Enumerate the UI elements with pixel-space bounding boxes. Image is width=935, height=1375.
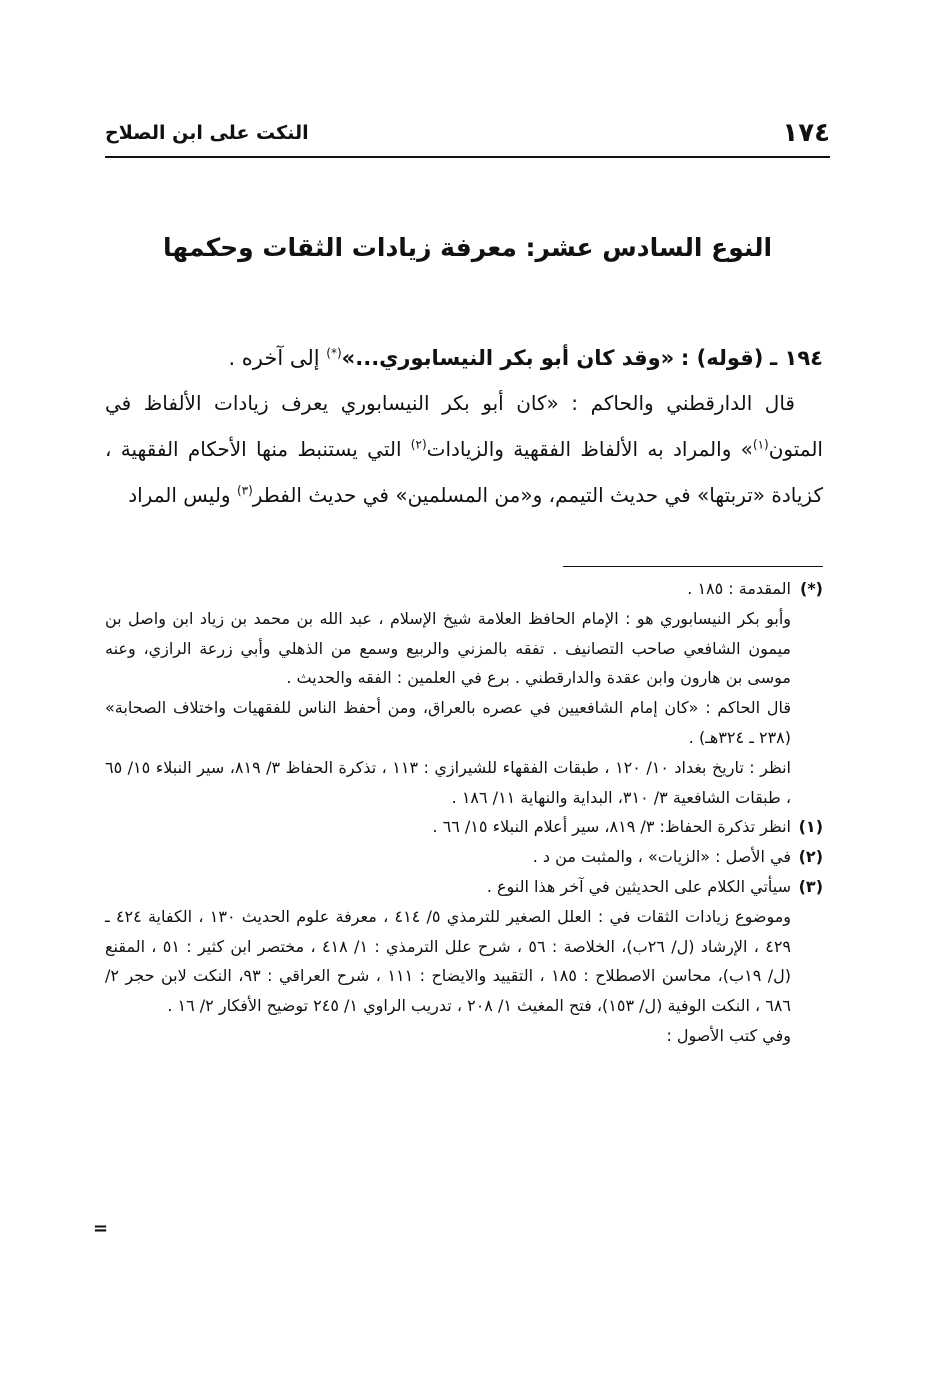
entry-qawluh: (قوله) :	[680, 346, 764, 370]
footnote-paragraph: قال الحاكم : «كان إمام الشافعيين في عصره بالعراق، ومن أحفظ الناس للفقهيات واختلاف الصحابة» (٢٣٨ ـ ٣٢٤هـ) .	[105, 698, 791, 747]
footnote-ref-3: (٣)	[236, 483, 253, 498]
footnote-body	[105, 812, 791, 842]
footnote-1	[105, 812, 823, 842]
footnote-star	[105, 574, 823, 812]
main-text	[105, 380, 823, 518]
page-number: ١٧٤	[782, 118, 830, 148]
footnote-ref-1: (١)	[752, 437, 769, 452]
main-text-part: وليس المراد	[128, 483, 237, 507]
footnote-line: في الأصل : «الزيات» ، والمثبت من د .	[532, 847, 791, 867]
main-text-part: التي يستنبط منها الأحكام الفقهية ، كزيادة «تربتها» في حديث التيمم، و«من المسلمين» في حديث الفطر	[105, 437, 823, 507]
footnote-body	[105, 872, 791, 902]
footnote-line: انظر تذكرة الحفاظ: ٣/ ٨١٩، سير أعلام النبلاء ١٥/ ٦٦ .	[432, 817, 791, 837]
main-text-part: قال الدارقطني والحاكم : «كان أبو بكر النيسابوري يعرف زيادات الألفاظ في المتون	[105, 391, 823, 461]
footnote-2	[105, 842, 823, 872]
running-header	[105, 118, 830, 154]
entry-quote: «وقد كان أبو بكر النيسابوري...»	[341, 346, 675, 370]
footnote-marker: (٣)	[798, 876, 823, 896]
entry-tail: إلى آخره .	[228, 346, 320, 370]
footnote-paragraph: وموضوع زيادات الثقات في : العلل الصغير للترمذي ٥/ ٤١٤ ، معرفة علوم الحديث ١٣٠ ، الكفاية ٤٢٤ ـ ٤٢٩ ، الإرشاد (ل/ ٢٦ب)، الخلاصة : ٥٦ ، شرح علل الترمذي : ١/ ٤١٨ ، مختصر ابن كثير : ٥١ ، المقنع (ل/ ١٩ب)، محاسن الاصطلاح : ١٨٥ ، التقييد والايضاح : ١١١ ، شرح العراقي : ٩٣، النكت لابن حجر ٢/ ٦٨٦ ، النكت الوفية (ل/ ١٥٣)، فتح المغيث ١/ ٢٠٨ ، تدريب الراوي ١/ ٢٤٥ توضيح الأفكار ٢/ ١٦ .	[105, 906, 792, 1016]
footnote-paragraph: انظر : تاريخ بغداد ١٠/ ١٢٠ ، طبقات الفقهاء للشيرازي : ١١٣ ، تذكرة الحفاظ ٣/ ٨١٩، سير النبلاء ١٥/ ٦٥ ، طبقات الشافعية ٣/ ٣١٠، البداية والنهاية ١١/ ١٨٦ .	[105, 757, 791, 807]
footnote-divider	[563, 566, 823, 567]
footnote-body	[105, 842, 791, 872]
entry-number: ١٩٤ ـ	[770, 346, 823, 370]
footnote-3	[105, 872, 823, 902]
footnote-marker: (١)	[798, 817, 823, 837]
footnote-ref-2: (٢)	[410, 437, 427, 452]
entry-heading	[105, 346, 823, 370]
footnotes	[105, 574, 823, 1051]
footnote-marker: (*)	[800, 579, 823, 598]
chapter-title: النوع السادس عشر: معرفة زيادات الثقات وحكمها	[162, 233, 773, 262]
running-title: النكت على ابن الصلاح	[105, 122, 309, 144]
main-paragraph	[105, 380, 823, 518]
footnote-paragraph: وأبو بكر النيسابوري هو : الإمام الحافظ العلامة شيخ الإسلام ، عبد الله بن محمد بن زياد ابن واصل بن ميمون الشافعي صاحب التصانيف . تفقه بالمزني والربيع وسمع من الذهلي وأبي زرعة الرازي، وعنه موسى بن هارون وابن عقدة والدارقطني . برع في العلمين : الفقه والحديث .	[105, 608, 791, 688]
footnote-line: المقدمة : ١٨٥ .	[687, 579, 791, 598]
continuation-mark: =	[93, 1218, 109, 1239]
main-text-part: » والمراد به الألفاظ الفقهية والزيادات	[426, 437, 753, 461]
footnote-paragraph: وفي كتب الأصول :	[666, 1025, 791, 1045]
footnote-line: سيأتي الكلام على الحديثين في آخر هذا النوع .	[486, 876, 791, 896]
footnote-marker: (٢)	[798, 847, 823, 867]
footnote-body	[105, 574, 791, 812]
entry-star-ref: (*)	[326, 346, 342, 360]
header-divider	[105, 156, 830, 158]
